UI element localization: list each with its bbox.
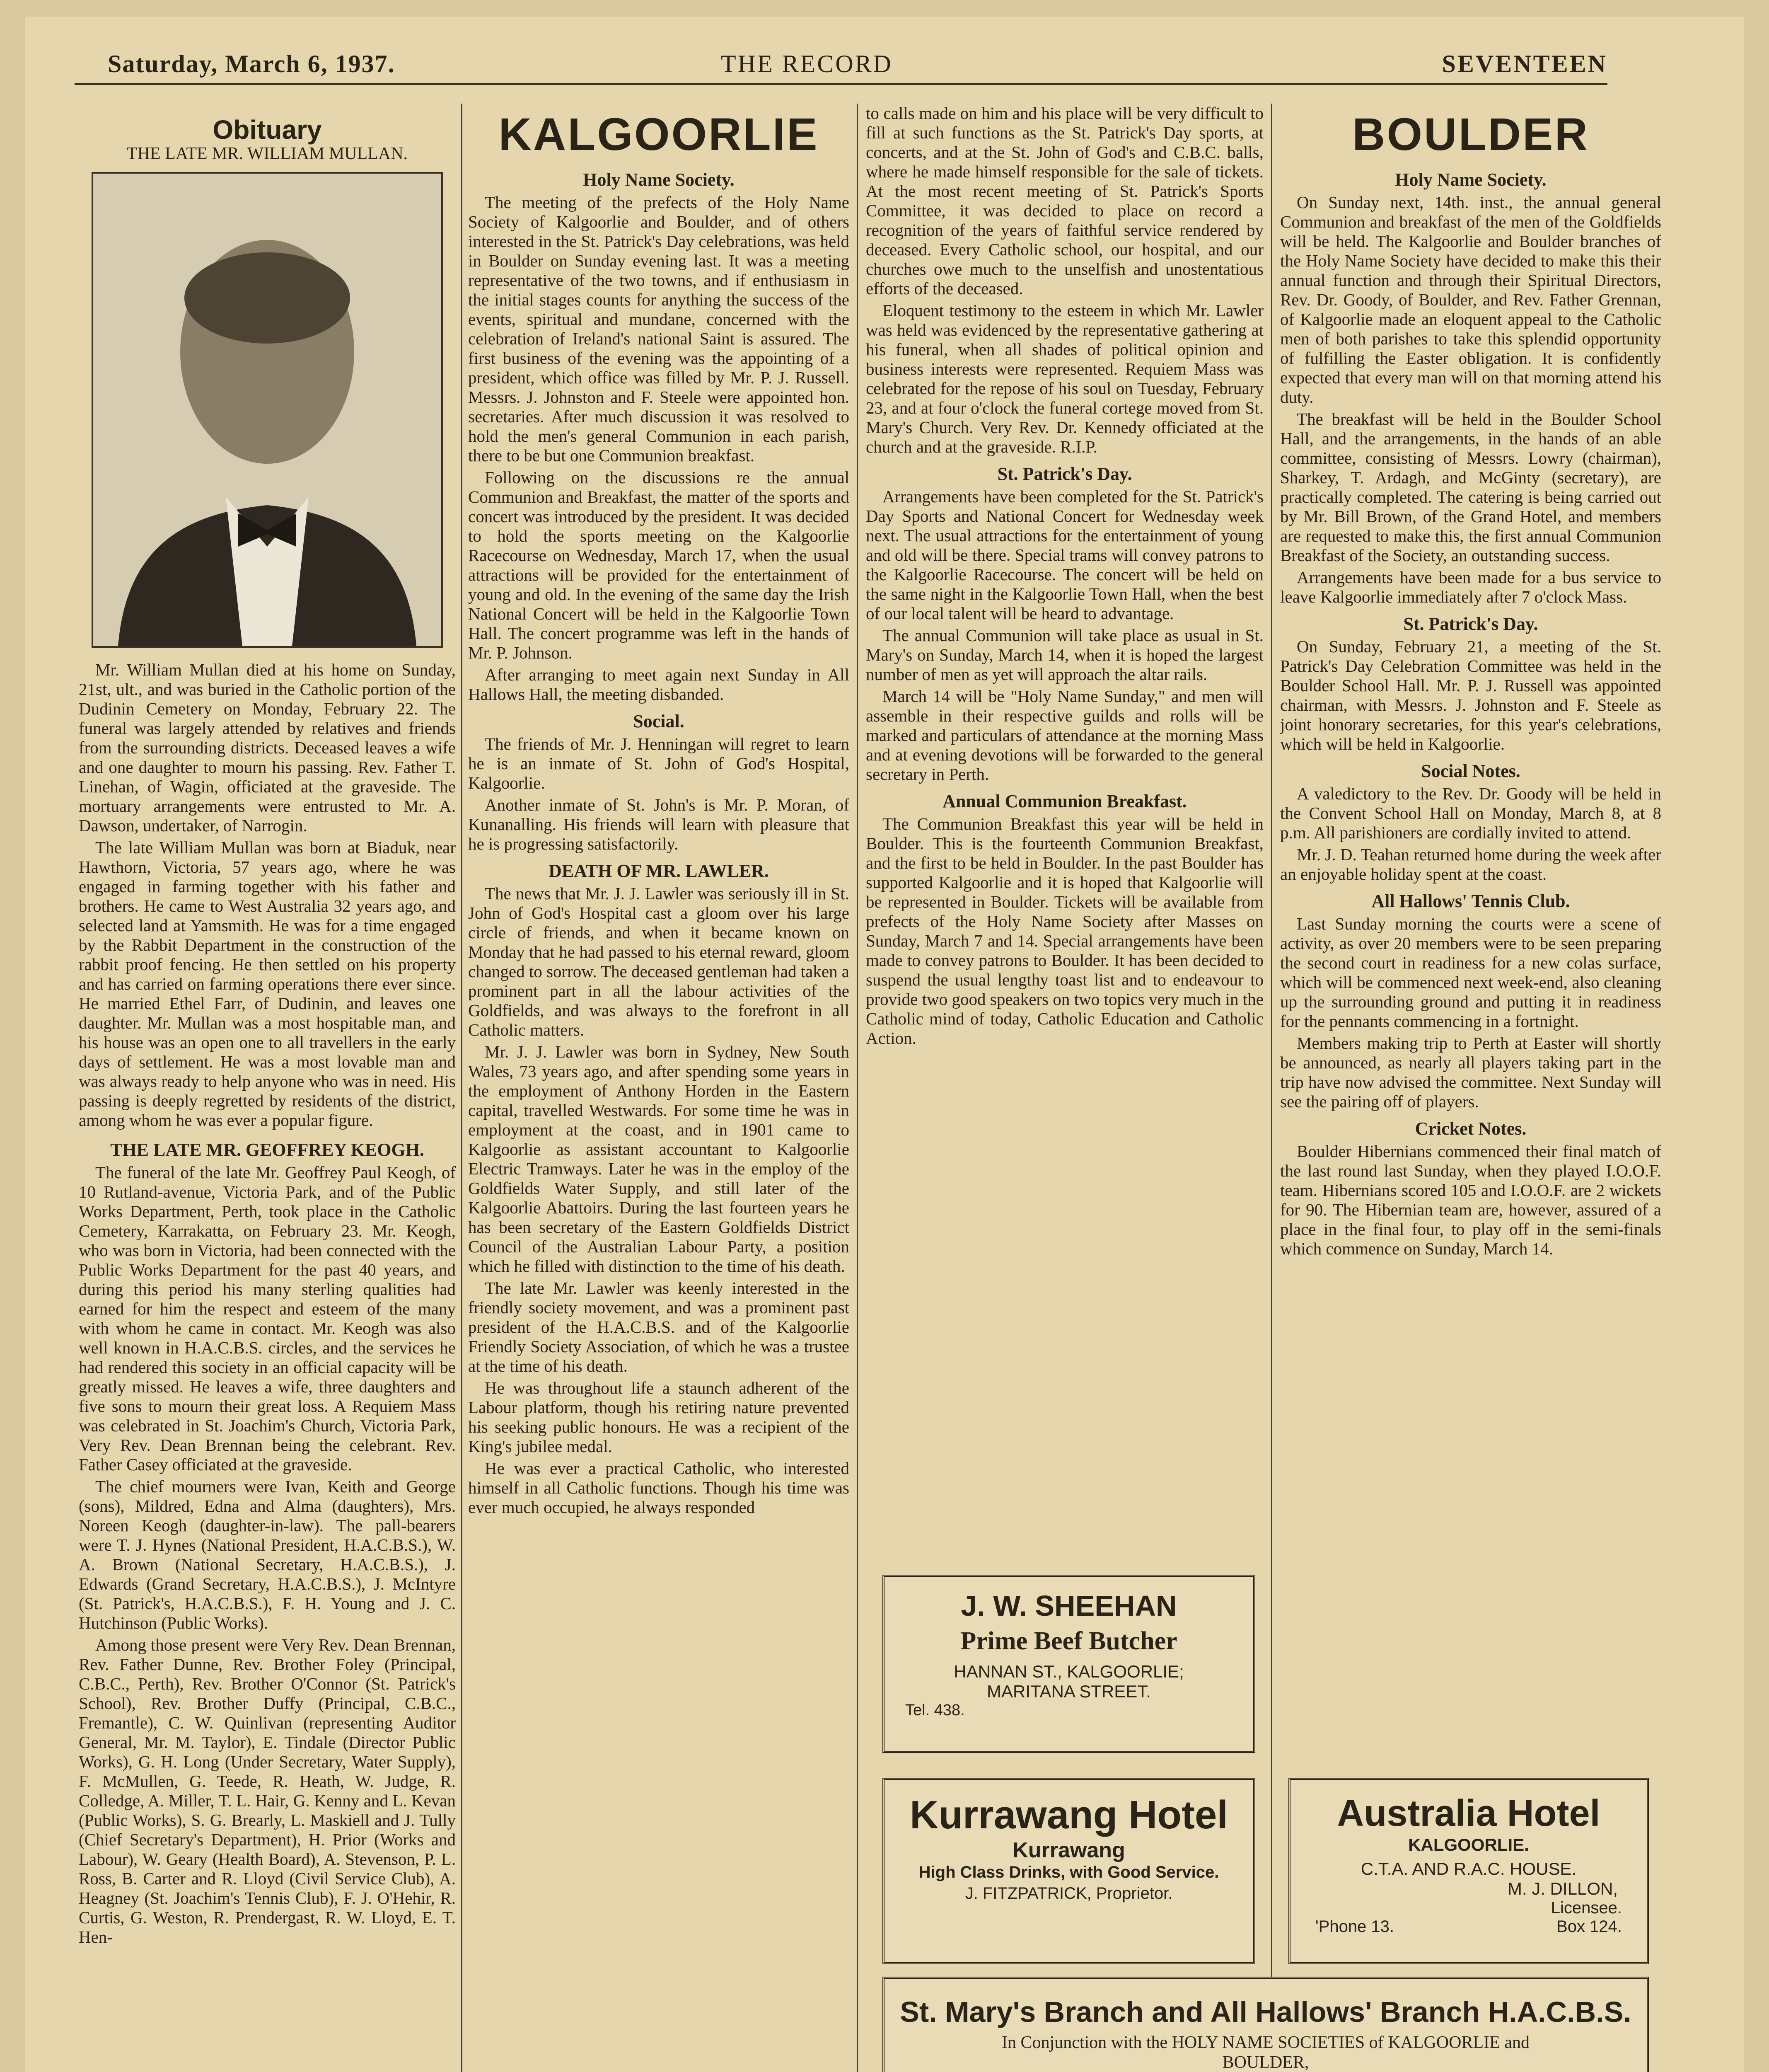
column-rule	[1271, 104, 1272, 2072]
portrait-photo	[92, 172, 443, 648]
subheading: St. Patrick's Day.	[997, 464, 1132, 484]
article-paragraph: Boulder Hibernians commenced their final match of the last round last Sunday, when they played I.O.O.F. team. Hibernians scored 105 and I.O.O.F. are 2 wickets for 90. The Hibernian team are, however, assured of a place in the final four, to play off in the semi-finals which commence on Sunday, March 14.	[1280, 1142, 1661, 1258]
article-paragraph: The late Mr. Lawler was keenly interested in the friendly society movement, and was a prominent past president of the H.A.C.B.S. and of the Kalgoorlie Friendly Society Association, of which he was a trustee at the time of his death.	[468, 1278, 849, 1375]
ad-communion-breakfast	[882, 1977, 1649, 2072]
article-paragraph: He was ever a practical Catholic, who interested himself in all Catholic functions. Though his time was ever much occupied, he always responded	[468, 1459, 849, 1517]
ad-contact-row	[1290, 1917, 1647, 1936]
obituary-paragraph: Among those present were Very Rev. Dean Brennan, Rev. Father Dunne, Rev. Brother Foley (Principal, C.B.C., Perth), Rev. Brother O'Connor (St. Patrick's School), Rev. Brother Duffy (Principal, C.B.C., Fremantle), C. W. Quinlivan (representing Auditor General, Mr. M. Taylor), E. Tindale (Director Public Works), G. H. Long (Under Secretary, Water Supply), F. McMullen, G. Teede, R. Heath, W. Judge, R. Colledge, A. Miller, T. L. Hair, G. Kenny and L. Kevan (Public Works), S. G. Brearly, L. Maskiell and J. Tully (Chief Secretary's Department), H. Prior (Works and Labour), W. Geary (Health Board), A. Stevenson, P. L. Ross, B. Carter and R. Lloyd (Civil Service Club), A. Heagney (St. Joachim's Tennis Club), F. J. O'Hehir, R. Curtis, G. Weston, R. Prendergast, R. W. Lloyd, E. T. Hen-	[79, 1635, 456, 1946]
ad-phone: 'Phone 13.	[1315, 1917, 1394, 1936]
article-paragraph: Last Sunday morning the courts were a scene of activity, as over 20 members were to be seen preparing the second court in readiness for a new colas surface, which will be commenced next week-end, also cleaning up the surrounding ground and putting it in readiness for the pennants commencing in a fortnight.	[1280, 914, 1661, 1031]
article-paragraph: The Communion Breakfast this year will be held in Boulder. This is the fourteenth Communion Breakfast, and the first to be held in Boulder. In the past Boulder has supported Kalgoorlie and it is hoped that Kalgoorlie will be represented in Boulder. Tickets will be available from prefects of the Holy Name Society after Masses on Sunday, March 7 and 14. Special arrangements have been made to convey patrons to Boulder. It has been decided to suspend the usual lengthy toast list and to endeavour to provide two good speakers on two topics very much in the Catholic mind of today, Catholic Education and Catholic Action.	[866, 814, 1264, 1048]
ad-line: J. FITZPATRICK, Proprietor.	[965, 1884, 1173, 1903]
obituary-subtitle-keogh: THE LATE MR. GEOFFREY KEOGH.	[110, 1140, 424, 1160]
article-paragraph: On Sunday, February 21, a meeting of the St. Patrick's Day Celebration Committee was held in the Boulder School Hall. Mr. P. J. Russell was appointed chairman, with Messrs. J. Johnston and F. Steele as joint honorary secretaries, for this year's celebrations, which will be held in Kalgoorlie.	[1280, 637, 1661, 753]
ad-title: St. Mary's Branch and All Hallows' Branch H.A.C.B.S.	[900, 1996, 1631, 2028]
ad-line: Tel. 438.	[905, 1702, 965, 1719]
ad-line: MARITANA STREET.	[987, 1682, 1151, 1701]
ad-kurrawang-hotel	[882, 1778, 1255, 1964]
article-paragraph: Arrangements have been made for a bus service to leave Kalgoorlie immediately after 7 o'clock Mass.	[1280, 568, 1661, 606]
article-paragraph: March 14 will be "Holy Name Sunday," and men will assemble in their respective guilds and rolls will be marked and particulars of attendance at the morning Mass and at evening devotions will be forwarded to the general secretary in Perth.	[866, 687, 1264, 784]
column-rule	[857, 104, 858, 2072]
ad-line: M. J. DILLON,	[1507, 1879, 1618, 1898]
ad-title: J. W. SHEEHAN	[961, 1590, 1177, 1622]
ad-subtitle: Prime Beef Butcher	[960, 1627, 1177, 1655]
ad-title: Australia Hotel	[1337, 1793, 1600, 1834]
article-paragraph: A valedictory to the Rev. Dr. Goody will be held in the Convent School Hall on Monday, March 8, at 8 p.m. All parishioners are cordially invited to attend.	[1280, 784, 1661, 842]
obituary-column	[79, 104, 456, 2072]
article-paragraph: Members making trip to Perth at Easter will shortly be announced, as nearly all players taking part in the trip have now advised the committee. Next Sunday will see the pairing off of players.	[1280, 1034, 1661, 1111]
obituary-paragraph: The late William Mullan was born at Biaduk, near Hawthorn, Victoria, 57 years ago, where he was engaged in farming together with his father and brothers. He came to West Australia 32 years ago, and selected land at Yamsmith. He was for a time engaged by the Rabbit Department in the construction of the rabbit proof fencing. He then settled on his property and has carried on farming operations there ever since. He married Ethel Farr, of Dudinin, and leaves one daughter. Mr. Mullan was a most hospitable man, and his house was an open one to all travellers in the early days of settlement. He was a most lovable man and was always ready to help anyone who was in need. His passing is deeply regretted by residents of the district, among whom he was ever a popular figure.	[79, 838, 456, 1130]
subheading: Annual Communion Breakfast.	[943, 791, 1187, 811]
ad-line: High Class Drinks, with Good Service.	[918, 1863, 1219, 1881]
obituary-subtitle: THE LATE MR. WILLIAM MULLAN.	[126, 144, 408, 163]
section-title-kalgoorlie: KALGOORLIE	[498, 109, 819, 160]
ad-subtitle: KALGOORLIE.	[1408, 1835, 1529, 1854]
subheading: All Hallows' Tennis Club.	[1371, 891, 1570, 911]
issue-date: Saturday, March 6, 1937.	[108, 50, 395, 77]
obituary-paragraph: The chief mourners were Ivan, Keith and George (sons), Mildred, Edna and Alma (daughters), Mrs. Noreen Keogh (daughter-in-law). The pall-bearers were T. J. Hynes (National President, H.A.C.B.S.), W. A. Brown (National Secretary, H.A.C.B.S.), J. Edwards (Grand Secretary, H.A.C.B.S.), J. McIntyre (St. Patrick's, H.A.C.B.S.), F. H. Young and J. C. Hutchinson (Public Works).	[79, 1477, 456, 1632]
article-paragraph: The annual Communion will take place as usual in St. Mary's on Sunday, March 14, when it is hoped the largest number of men as yet will approach the altar rails.	[866, 626, 1264, 684]
obituary-heading: Obituary	[213, 115, 322, 145]
column-rule	[461, 104, 462, 2072]
article-paragraph: The news that Mr. J. J. Lawler was seriously ill in St. John of God's Hospital cast a gloom over his large circle of friends, and when it became known on Monday that he had passed to his eternal reward, gloom changed to sorrow. The deceased gentleman had taken a prominent part in all the labour activities of the Goldfields, and was always to the forefront in all Catholic matters.	[468, 884, 849, 1039]
article-paragraph: Eloquent testimony to the esteem in which Mr. Lawler was held was evidenced by the representative gathering at his funeral, when all shades of political opinion and business interests were represented. Requiem Mass was celebrated for the repose of his soul on Tuesday, February 23, and at four o'clock the funeral cortege moved from St. Mary's Church. Very Rev. Dr. Kennedy officiated at the church and at the graveside. R.I.P.	[866, 301, 1264, 456]
article-paragraph: Mr. J. J. Lawler was born in Sydney, New South Wales, 73 years ago, and after spending some years in the employment of Anthony Horden in the Eastern capital, travelled Westwards. For some time he was in employment at the coast, and in 1901 came to Kalgoorlie as assistant accountant to Kalgoorlie Electric Tramways. Later he was in the employ of the Goldfields Water Supply, and still later of the Kalgoorlie Abattoirs. During the last fourteen years he has been secretary of the Eastern Goldfields District Council of the Australian Labour Party, a position which he filled with distinction to the time of his death.	[468, 1042, 849, 1276]
article-paragraph: Mr. J. D. Teahan returned home during the week after an enjoyable holiday spent at the coast.	[1280, 845, 1661, 884]
article-paragraph: Another inmate of St. John's is Mr. P. Moran, of Kunanalling. His friends will learn with pleasure that he is progressing satisfactorily.	[468, 795, 849, 853]
kalgoorlie-continued-column	[866, 104, 1264, 1561]
kalgoorlie-column	[468, 104, 849, 2072]
ad-box: Box 124.	[1556, 1917, 1622, 1936]
article-paragraph: After arranging to meet again next Sunday in All Hallows Hall, the meeting disbanded.	[468, 665, 849, 704]
article-paragraph: Arrangements have been completed for the St. Patrick's Day Sports and National Concert for Wednesday week next. The usual attractions for the entertainment of young and old will be there. Special trams will convey patrons to the Kalgoorlie Racecourse. The concert will be held on the same night in the Kalgoorlie Town Hall, when the best of our local talent will be heard to advantage.	[866, 487, 1264, 623]
ad-sheehan-butcher	[882, 1575, 1255, 1753]
article-paragraph: He was throughout life a staunch adherent of the Labour platform, though his retiring nature prevented his seeking public honours. He was a recipient of the King's jubilee medal.	[468, 1378, 849, 1456]
article-paragraph: Following on the discussions re the annual Communion and Breakfast, the matter of the sports and concert was introduced by the president. It was decided to hold the sports meeting on the Kalgoorlie Racecourse on Wednesday, March 17, when the usual attractions will be provided for the entertainment of young and old. In the evening of the same day the Irish National Concert will be held in the Kalgoorlie Town Hall. The concert programme was left in the hands of Mr. P. Johnson.	[468, 468, 849, 662]
paper-name: THE RECORD	[721, 50, 893, 77]
section-title-boulder: BOULDER	[1352, 109, 1589, 160]
ad-subtitle: Kurrawang	[1013, 1838, 1125, 1862]
subheading: Holy Name Society.	[1395, 169, 1547, 190]
subheading: Holy Name Society.	[583, 169, 735, 190]
boulder-column	[1280, 104, 1661, 1777]
article-paragraph: The meeting of the prefects of the Holy Name Society of Kalgoorlie and Boulder, and of others interested in the St. Patrick's Day celebrations, was held in Boulder on Sunday evening last. It was a meeting representative of the two towns, and if enthusiasm in the initial stages counts for anything the success of the events, spiritual and mundane, concerned with the celebration of Ireland's national Saint is assured. The first business of the evening was the appointing of a president, which office was filled by Mr. P. J. Russell. Messrs. J. Johnston and F. Steele were appointed hon. secretaries. After much discussion it was resolved to hold the men's general Communion in each parish, there to be but one Communion breakfast.	[468, 193, 849, 465]
subheading: Social.	[633, 711, 684, 731]
article-paragraph: The breakfast will be held in the Boulder School Hall, and the arrangements, in the hands of an able committee, consisting of Messrs. Lowry (chairman), Sharkey, T. Ardagh, and McGinty (secretary), are practically completed. The catering is being carried out by Mr. Bill Brown, of the Grand Hotel, and members are requested to make this, the first annual Communion Breakfast of the Society, an outstanding success.	[1280, 409, 1661, 565]
subheading: St. Patrick's Day.	[1403, 614, 1538, 634]
obituary-paragraph: Mr. William Mullan died at his home on Sunday, 21st, ult., and was buried in the Catholic portion of the Dudinin Cemetery on Monday, February 22. The funeral was largely attended by relatives and friends from the surrounding districts. Deceased leaves a wife and one daughter to mourn his passing. Rev. Father T. Linehan, of Wagin, officiated at the graveside. The mortuary arrangements were entrusted to Mr. A. Dawson, undertaker, of Narrogin.	[79, 660, 456, 835]
subheading: Cricket Notes.	[1415, 1118, 1527, 1139]
page-header	[75, 37, 1607, 85]
article-paragraph: On Sunday next, 14th. inst., the annual general Communion and breakfast of the men of the Goldfields will be held. The Kalgoorlie and Boulder branches of the Holy Name Society have decided to make this their annual function and through their Spiritual Directors, Rev. Dr. Goody, of Boulder, and Rev. Father Grennan, of Kalgoorlie made an eloquent appeal to the Catholic men of both parishes to take this splendid opportunity of fulfilling the Easter obligation. It is confidently expected that every man will on that morning attend his duty.	[1280, 193, 1661, 407]
ad-australia-hotel	[1288, 1778, 1649, 1964]
ad-line: C.T.A. AND R.A.C. HOUSE.	[1361, 1859, 1577, 1878]
ad-title: Kurrawang Hotel	[909, 1793, 1228, 1837]
article-paragraph: The friends of Mr. J. Henningan will regret to learn he is an inmate of St. John of God's Hospital, Kalgoorlie.	[468, 734, 849, 792]
subheading: Social Notes.	[1421, 761, 1520, 781]
ad-line: Licensee.	[1551, 1899, 1622, 1917]
page-number: SEVENTEEN	[1442, 50, 1607, 77]
article-paragraph: to calls made on him and his place will be very difficult to fill at such functions as the St. Patrick's Day sports, at concerts, and at the St. John of God's and C.B.C. balls, where he made himself responsible for the sale of tickets. At the most recent meeting of St. Patrick's Sports Committee, it was decided to place on record a recognition of the years of faithful service rendered by deceased. Every Catholic school, our hospital, and our churches owe much to the unselfish and unostentatious efforts of the deceased.	[866, 104, 1264, 298]
ad-line: In Conjunction with the HOLY NAME SOCIETIES of KALGOORLIE and BOULDER,	[1002, 2033, 1530, 2072]
subheading: DEATH OF MR. LAWLER.	[549, 861, 769, 881]
obituary-paragraph: The funeral of the late Mr. Geoffrey Paul Keogh, of 10 Rutland-avenue, Victoria Park, and of the Public Works Department, Perth, took place in the Catholic Cemetery, Karrakatta, on February 23. Mr. Keogh, who was born in Victoria, had been connected with the Public Works Department for the past 40 years, and during this period his many sterling qualities had earned for him the respect and esteem of the many with whom he came in contact. Mr. Keogh was also well known in H.A.C.B.S. circles, and the services he had rendered this society in an official capacity will be greatly missed. He leaves a wife, three daughters and five sons to mourn their great loss. A Requiem Mass was celebrated in St. Joachim's Church, Victoria Park, Very Rev. Dean Brennan being the celebrant. Rev. Father Casey officiated at the graveside.	[79, 1163, 456, 1474]
ad-line: HANNAN ST., KALGOORLIE;	[954, 1662, 1184, 1681]
